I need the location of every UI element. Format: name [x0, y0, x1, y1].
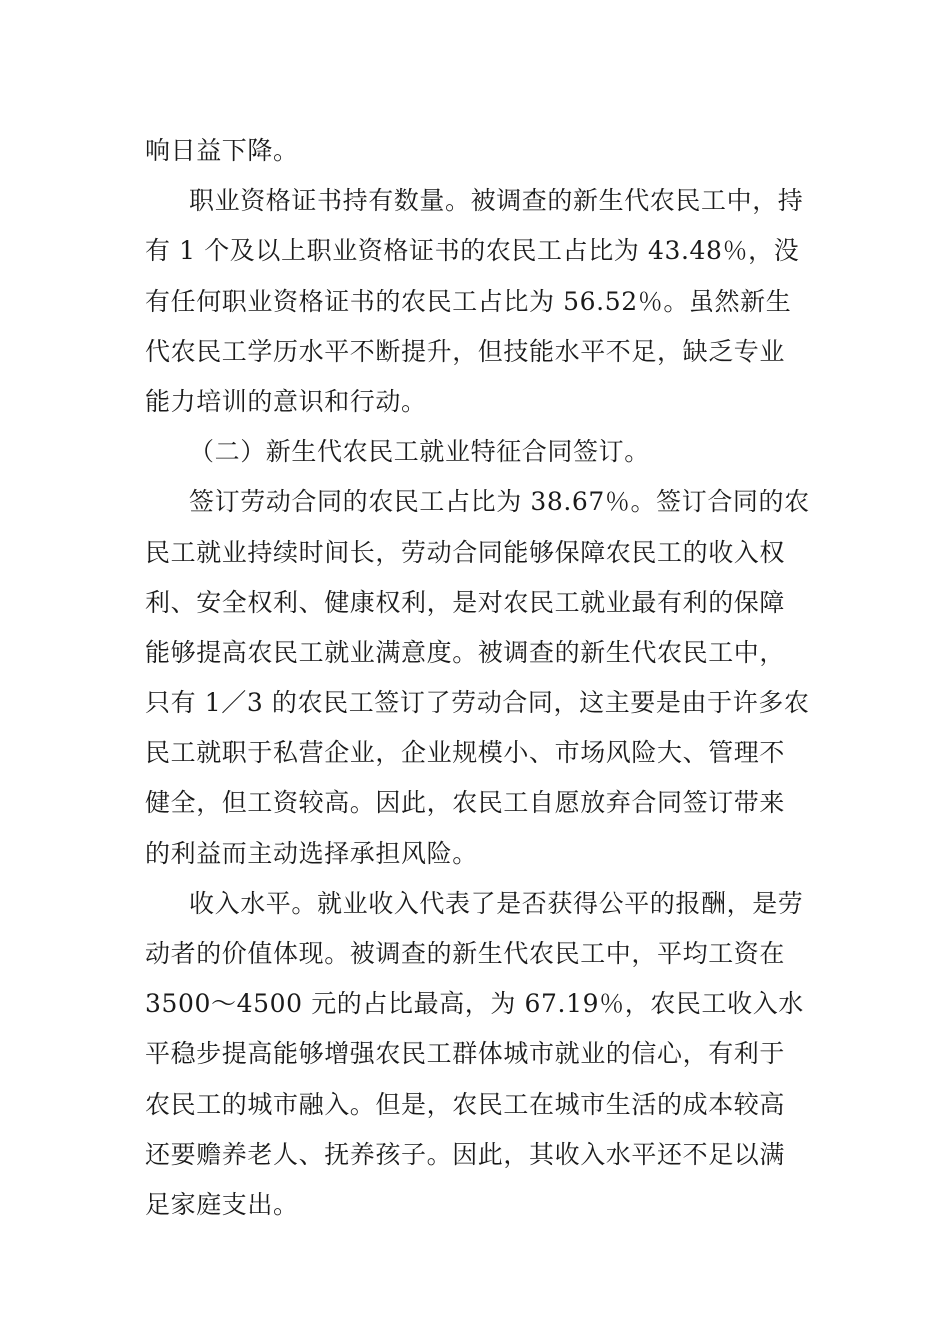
- text-line: 民工就业持续时间长，劳动合同能够保障农民工的收入权: [145, 537, 786, 567]
- text-line: 民工就职于私营企业，企业规模小、市场风险大、管理不: [145, 738, 786, 768]
- text-line: 能够提高农民工就业满意度。被调查的新生代农民工中，: [145, 637, 786, 667]
- text-line: 有 1 个及以上职业资格证书的农民工占比为 43.48％，没: [145, 236, 800, 266]
- paragraph-start-line: 收入水平。就业收入代表了是否获得公平的报酬，是劳: [189, 888, 804, 918]
- text-line: 3500～4500 元的占比最高，为 67.19％，农民工收入水: [145, 989, 804, 1019]
- document-body: [145, 126, 810, 1230]
- text-line: 动者的价值体现。被调查的新生代农民工中，平均工资在: [145, 939, 786, 968]
- section-heading: （二）新生代农民工就业特征合同签订。: [189, 437, 650, 467]
- text-line: 平稳步提高能够增强农民工群体城市就业的信心，有利于: [145, 1039, 786, 1069]
- text-line: 能力培训的意识和行动。: [145, 386, 427, 416]
- text-line: 利、安全权利、健康权利，是对农民工就业最有利的保障: [145, 587, 786, 617]
- text-line: 还要赡养老人、抚养孩子。因此，其收入水平还不足以满: [145, 1139, 786, 1169]
- text-line: 有任何职业资格证书的农民工占比为 56.52％。虽然新生: [145, 286, 792, 316]
- paragraph-start-line: 职业资格证书持有数量。被调查的新生代农民工中，持: [189, 186, 804, 216]
- text-line: 健全，但工资较高。因此，农民工自愿放弃合同签订带来: [145, 788, 786, 818]
- text-line: 代农民工学历水平不断提升，但技能水平不足，缺乏专业: [145, 336, 786, 366]
- text-line: 只有 1／3 的农民工签订了劳动合同，这主要是由于许多农: [145, 688, 810, 718]
- text-line: 农民工的城市融入。但是，农民工在城市生活的成本较高: [145, 1089, 786, 1119]
- text-line: 的利益而主动选择承担风险。: [145, 838, 478, 868]
- text-line: 响日益下降。: [145, 136, 299, 165]
- text-line: 足家庭支出。: [145, 1189, 299, 1219]
- paragraph-start-line: 签订劳动合同的农民工占比为 38.67％。签订合同的农: [189, 487, 810, 517]
